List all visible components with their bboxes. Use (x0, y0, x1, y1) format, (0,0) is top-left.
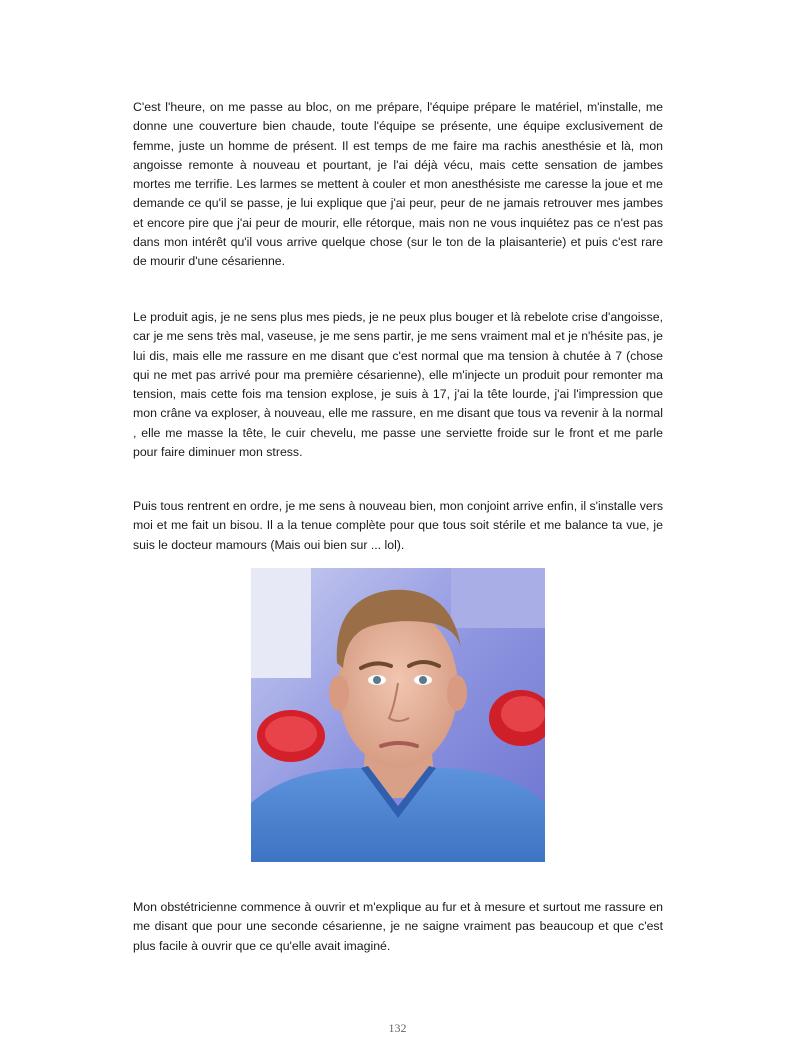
portrait-photo (251, 568, 545, 862)
paragraph-3: Puis tous rentrent en ordre, je me sens à nouveau bien, mon conjoint arrive enfin, il s'installe vers moi et me fait un bisou. Il a la tenue complète pour que tous soit stérile et me balance ta vue, je suis le docteur mamours (Mais oui bien sur ... lol). (133, 499, 663, 552)
paragraph-4: Mon obstétricienne commence à ouvrir et m'explique au fur et à mesure et surtout me rassure en me disant que pour une seconde césarienne, je ne saigne vraiment pas beaucoup et que c'est plus facile à ouvrir que ce qu'elle avait imaginé. (133, 900, 663, 953)
paragraph-1: C'est l'heure, on me passe au bloc, on me prépare, l'équipe prépare le matériel, m'installe, me donne une couverture bien chaude, toute l'équipe se présente, une équipe exclusivement de femme, juste un homme de présent. Il est temps de me faire ma rachis anesthésie et là, mon angoisse remonte à nouveau et pourtant, je l'ai déjà vécu, mais cette sensation de jambes mortes me terrifie. Les larmes se mettent à couler et mon anesthésiste me caresse la joue et me demande ce qu'il se passe, je lui explique que j'ai peur, peur de ne jamais retrouver mes jambes et encore pire que j'ai peur de mourir, elle rétorque, mais non ne vous inquiétez pas ce n'est pas dans mon intérêt qu'il vous arrive quelque chose (sur le ton de la plaisanterie) et puis c'est rare de mourir d'une césarienne. (133, 100, 663, 269)
wall-light-patch (251, 568, 311, 678)
page-number: 132 (388, 1021, 407, 1035)
paragraph-2: Le produit agis, je ne sens plus mes pieds, je ne peux plus bouger et là rebelote crise d'angoisse, car je me sens très mal, vaseuse, je me sens partir, je me sens vraiment mal et je n'hésite pas, je lui dis, mais elle me rassure en me disant que c'est normal que ma tension à chutée à 7 (chose qui ne met pas arrivé pour ma première césarienne), elle m'injecte un produit pour remonter ma tension, mais cette fois ma tension explose, je suis à 17, j'ai la tête lourde, j'ai l'impression que mon crâne va exploser, à nouveau, elle me rassure, en me disant que tous va revenir à la normal , elle me masse la tête, le cuir chevelu, me passe une serviette froide sur le front et me parle pour faire diminuer mon stress. (133, 310, 663, 460)
wall-upper-right (451, 568, 545, 628)
